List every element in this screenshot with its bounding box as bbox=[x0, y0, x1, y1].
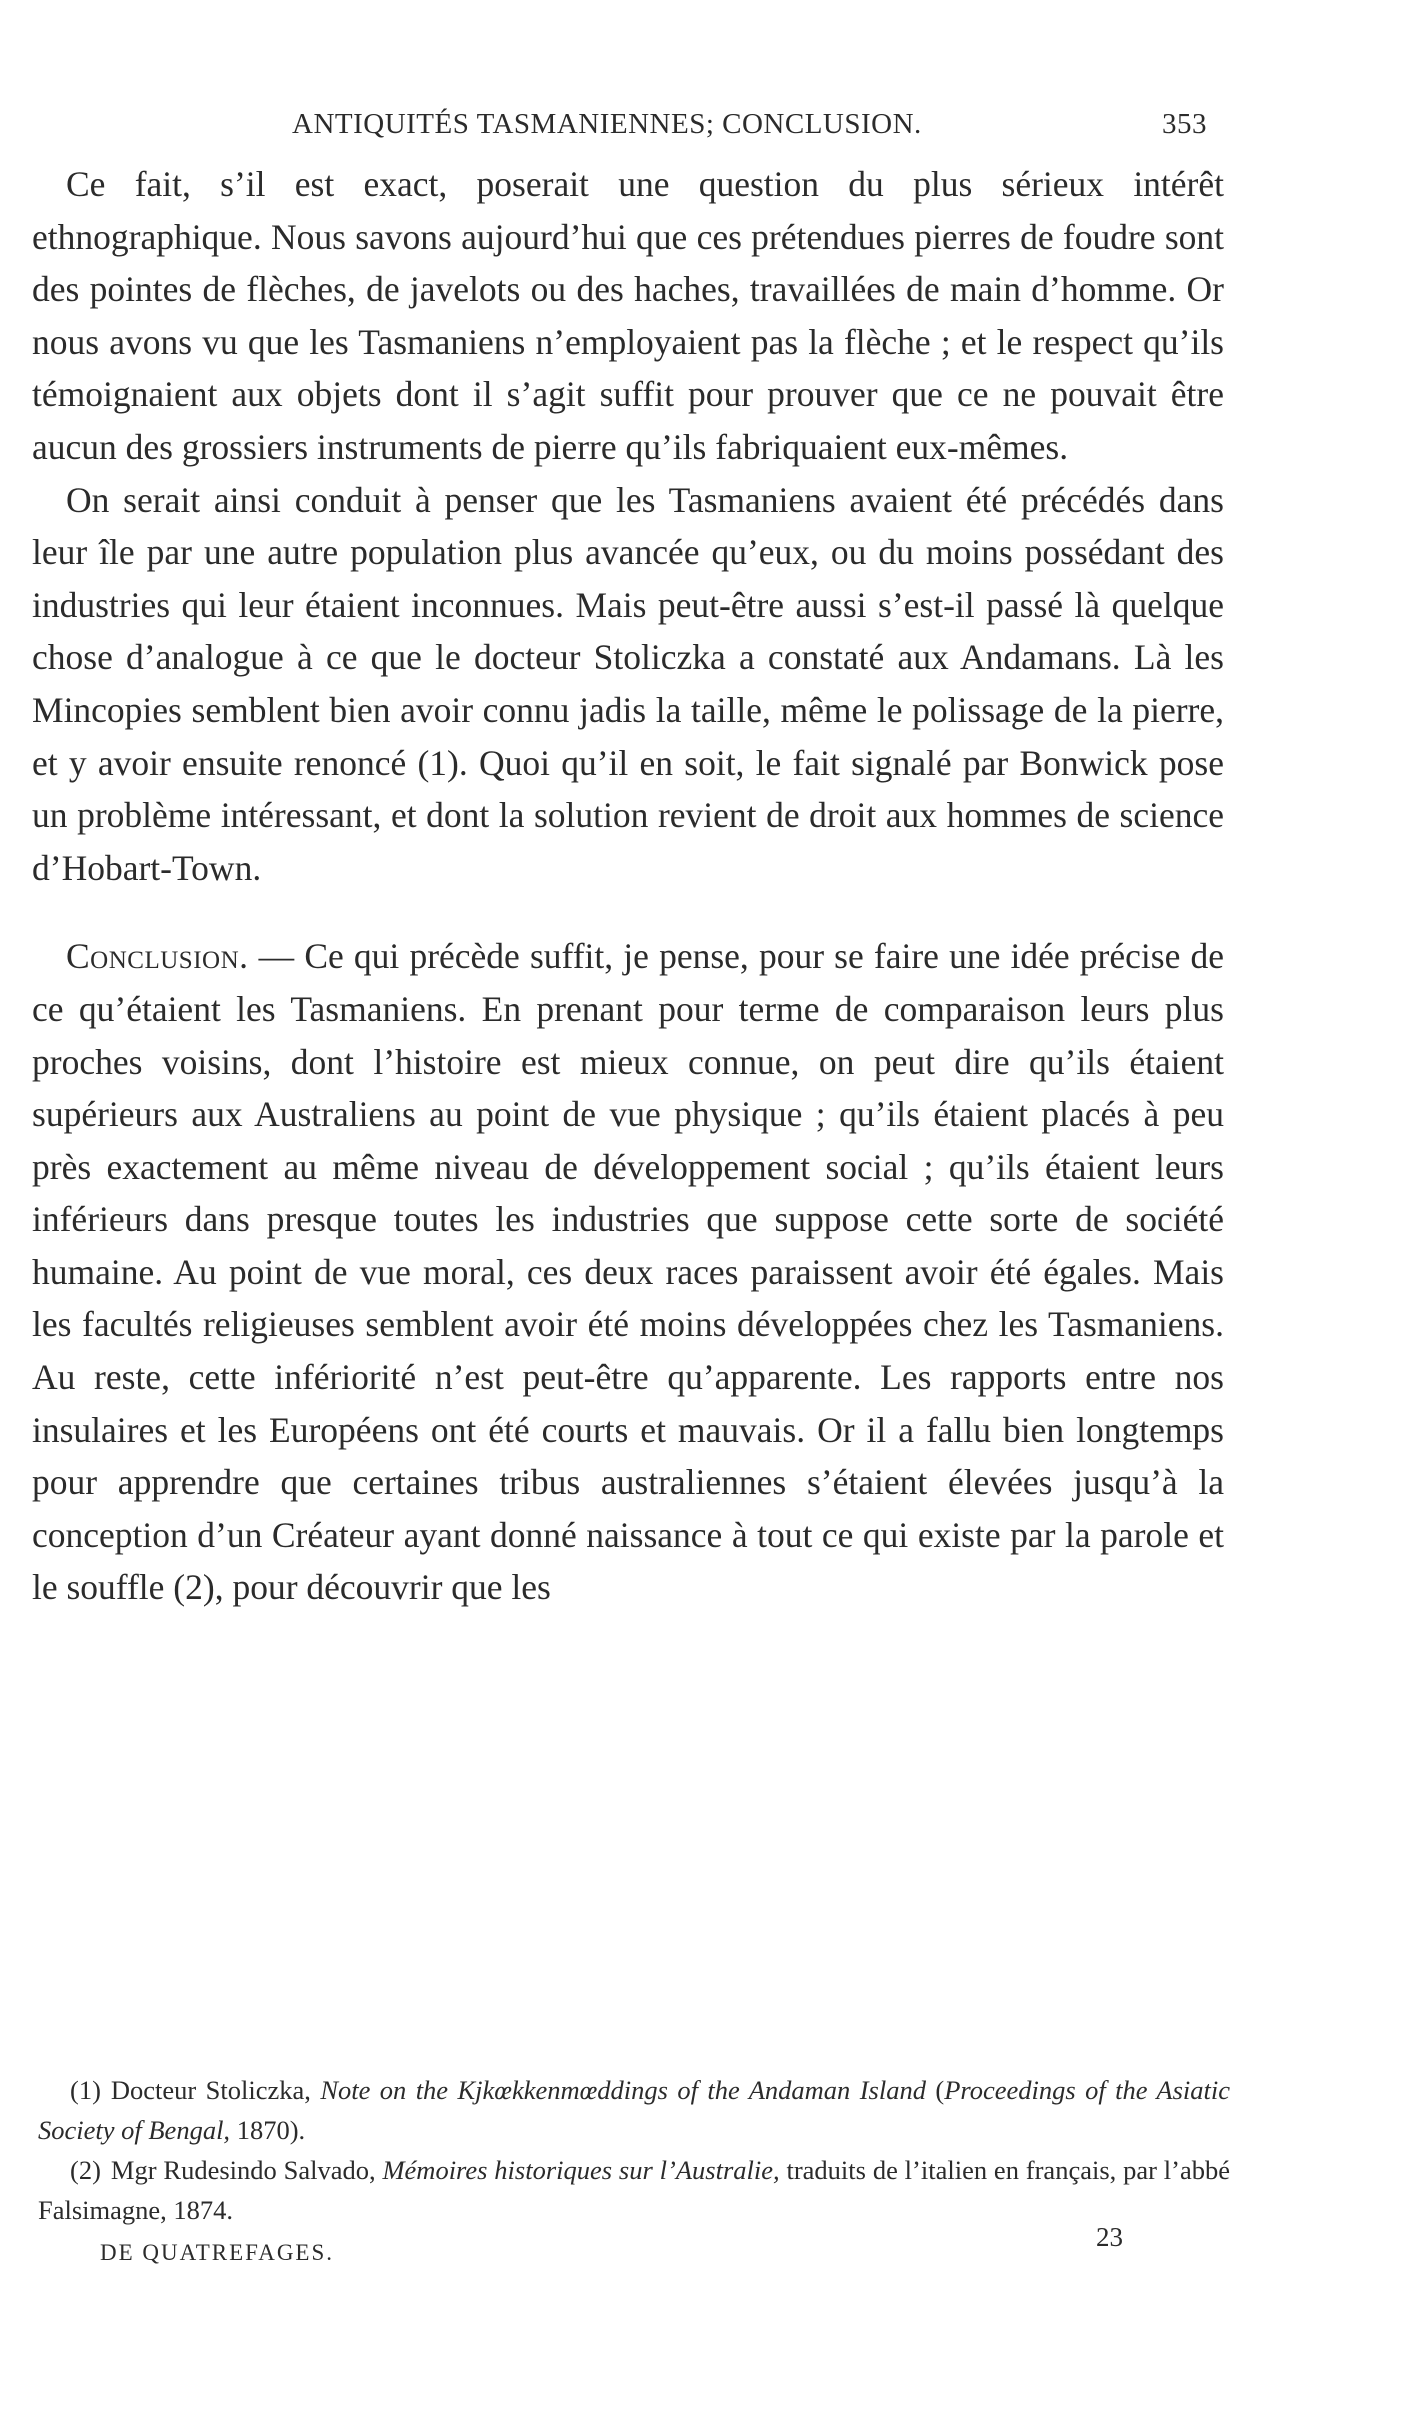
footnote-mark: (2) bbox=[70, 2155, 101, 2185]
footnote-title: Mémoires historiques sur l’Australie, bbox=[382, 2155, 780, 2185]
footnote-tail: traduits de l’italien en français, par l’abbé Falsimagne, 1874. bbox=[38, 2155, 1231, 2225]
conclusion-text: Ce qui précède suffit, je pense, pour se faire une idée précise de ce qu’étaient les Tasmaniens. En prenant pour terme de comparaison leurs plus proches voisins, dont l’histoire est mieux connue, on peut dire qu’ils étaient supérieurs aux Australiens au point de vue physique ; qu’ils étaient placés à peu près exactement au même niveau de développement social ; qu’ils étaient leurs inférieurs dans presque toutes les industries que suppose cette sorte de société humaine. Au point de vue moral, ces deux races paraissent avoir été égales. Mais les facultés religieuses semblent avoir été moins développées chez les Tasmaniens. Au reste, cette infériorité n’est peut-être qu’apparente. Les rapports entre nos insulaires et les Européens ont été courts et mauvais. Or il a fallu bien longtemps pour apprendre que certaines tribus australiennes s’étaient élevées jusqu’à la conception d’un Créateur ayant donné naissance à tout ce qui existe par la parole et le souffle (2), pour découvrir que les bbox=[32, 936, 1224, 1608]
footnote-2 bbox=[38, 2150, 1230, 2230]
conclusion-label: Conclusion. bbox=[66, 936, 249, 977]
footnote-mark: (1) bbox=[70, 2075, 101, 2105]
signature-mark: 23 bbox=[1096, 2222, 1123, 2252]
footnote-author: Docteur Stoliczka, bbox=[110, 2075, 311, 2105]
printer-signature: DE QUATREFAGES. bbox=[100, 2240, 335, 2265]
paragraph-1: Ce fait, s’il est exact, poserait une question du plus sérieux intérêt ethnographique. Nous savons aujourd’hui que ces prétendues pierres de foudre sont des pointes de flèches, de javelots ou des haches, travaillées de main d’homme. Or nous avons vu que les Tasmaniens n’employaient pas la flèche ; et le respect qu’ils témoignaient aux objets dont il s’agit suffit pour prouver que ce ne pouvait être aucun des grossiers instruments de pierre qu’ils fabriquaient eux-mêmes. bbox=[32, 164, 1224, 467]
footnote-title: Note on the Kjkœkkenmœddings of the Andaman Island bbox=[320, 2075, 926, 2105]
conclusion-dash: — bbox=[248, 936, 305, 977]
footnote-source-title: Proceedings of the Asiatic Society of Bengal, bbox=[38, 2075, 1231, 2145]
footnotes bbox=[38, 2070, 1230, 2230]
footnote-author: Mgr Rudesindo Salvado, bbox=[110, 2155, 376, 2185]
page-number: 353 bbox=[1162, 108, 1207, 140]
footnote-source-tail: 1870). bbox=[230, 2115, 306, 2145]
conclusion-paragraph bbox=[32, 930, 1224, 1614]
paragraph-2: On serait ainsi conduit à penser que les Tasmaniens avaient été précédés dans leur île par une autre population plus avancée qu’eux, ou du moins possédant des industries qui leur étaient inconnues. Mais peut-être aussi s’est-il passé là quelque chose d’analogue à ce que le docteur Stoliczka a constaté aux Andamans. Là les Mincopies semblent bien avoir connu jadis la taille, même le polissage de la pierre, et y avoir ensuite renoncé (1). Quoi qu’il en soit, le fait signalé par Bonwick pose un problème intéressant, et dont la solution revient de droit aux hommes de science d’Hobart-Town. bbox=[32, 479, 1224, 888]
footnote-1 bbox=[38, 2070, 1230, 2150]
body-text bbox=[32, 158, 1224, 1614]
running-head bbox=[0, 108, 1417, 148]
footnote-source-open: ( bbox=[935, 2075, 945, 2105]
running-head-title: ANTIQUITÉS TASMANIENNES; CONCLUSION. bbox=[292, 108, 922, 140]
